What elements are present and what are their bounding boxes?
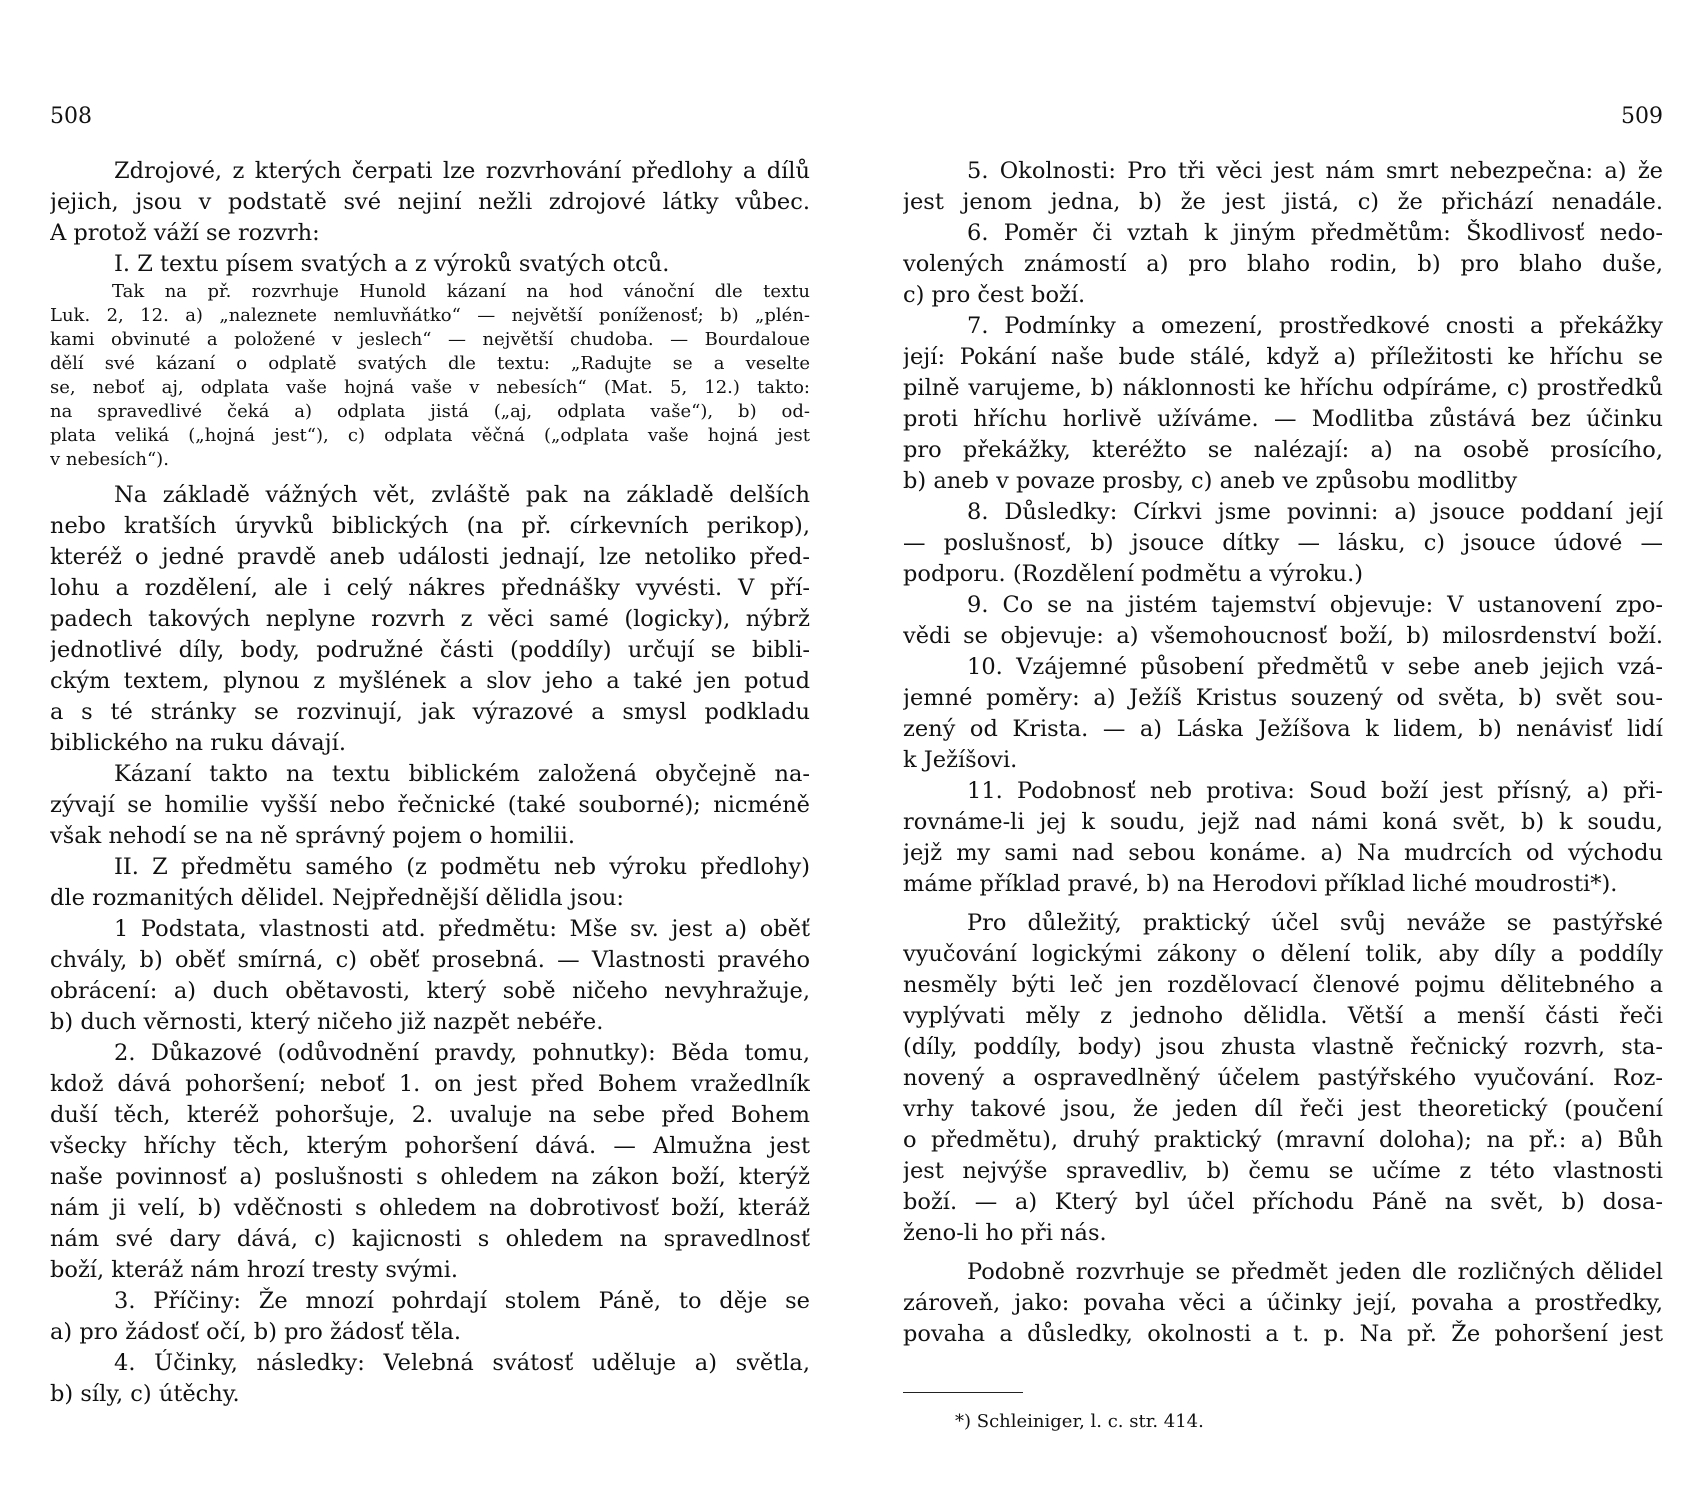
text-line: k Ježíšovi.: [903, 747, 1018, 773]
example-block: [50, 280, 810, 472]
left-page: [50, 0, 810, 1501]
text-line: jemné poměry: a) Ježíš Kristus souzený od světa, b) svět sou-: [903, 685, 1663, 711]
text-line: (díly, poddíly, body) jsou zhusta vlastně řečnický rozvrh, sta-: [903, 1034, 1663, 1060]
page-body: [50, 156, 810, 1410]
text-line: vyplývati měly z jednoho dělidla. Větší a menší části řeči: [903, 1003, 1663, 1029]
text-line: o předmětu), druhý praktický (mravní doloha); na př.: a) Bůh: [903, 1127, 1663, 1153]
text-line: b) duch věrnosti, který ničeho již nazpět nebéře.: [50, 1009, 604, 1035]
text-line: 9. Co se na jistém tajemství objevuje: V ustanovení zpo-: [967, 592, 1663, 618]
text-line: její: Pokání naše bude stálé, když a) příležitosti ke hříchu se: [903, 344, 1663, 370]
text-line: 7. Podmínky a omezení, prostředkové cnosti a překážky: [967, 313, 1663, 339]
page-number: 508: [50, 104, 92, 129]
text-line: boží. — a) Který byl účel příchodu Páně na svět, b) dosa-: [903, 1189, 1663, 1215]
text-line: vrhy takové jsou, že jeden díl řeči jest theoretický (poučení: [903, 1096, 1663, 1122]
text-line: volených známostí a) pro blaho rodin, b) pro blaho duše,: [903, 251, 1663, 277]
text-line: Kázaní takto na textu biblickém založená obyčejně na-: [114, 761, 810, 787]
text-line: plata veliká („hojná jest“), c) odplata věčná („odplata vaše hojná jest: [50, 425, 810, 446]
text-line: zývají se homilie vyšší nebo řečnické (také souborné); nicméně: [50, 792, 810, 818]
section-heading: I. Z textu písem svatých a z výroků svatých otců.: [114, 251, 670, 277]
text-line: 11. Podobnosť neb protiva: Soud boží jest přísný, a) při-: [967, 778, 1663, 804]
text-line: ckým textem, plynou z myšlének a slov jeho a také jen potud: [50, 668, 810, 694]
text-line: biblického na ruku dávají.: [50, 730, 346, 756]
text-line: jednotlivé díly, body, podružné části (poddíly) určují se bibli-: [50, 637, 810, 663]
text-line: všecky hříchy těch, kterým pohoršení dává. — Almužna jest: [50, 1133, 810, 1159]
text-line: povaha a důsledky, okolnosti a t. p. Na př. Že pohoršení jest: [903, 1321, 1663, 1347]
footnote: *) Schleiniger, l. c. str. 414.: [955, 1411, 1204, 1432]
text-line: nám své dary dává, c) kajicnosti s ohledem na spravedlnosť: [50, 1226, 810, 1252]
text-line: však nehodí se na ně správný pojem o homilii.: [50, 823, 576, 849]
text-line: pro překážky, kteréžto se nalézají: a) na osobě prosícího,: [903, 437, 1663, 463]
text-line: A protož váží se rozvrh:: [50, 220, 320, 246]
text-line: vyučování logickými zákony o dělení tolik, aby díly a poddíly: [903, 941, 1663, 967]
text-line: padech takových neplyne rozvrh z věci samé (logicky), nýbrž: [50, 606, 810, 632]
text-line: podporu. (Rozdělení podmětu a výroku.): [903, 561, 1364, 587]
text-line: jest jenom jedna, b) že jest jistá, c) že přichází nenadále.: [903, 189, 1663, 215]
text-line: Zdrojové, z kterých čerpati lze rozvrhování předlohy a dílů: [114, 158, 810, 184]
text-line: chvály, b) oběť smírná, c) oběť prosebná. — Vlastnosti pravého: [50, 947, 810, 973]
text-line: a) pro žádosť očí, b) pro žádosť těla.: [50, 1319, 462, 1345]
text-line: jejž my sami nad sebou konáme. a) Na mudrcích od východu: [903, 840, 1663, 866]
text-line: se, neboť aj, odplata vaše hojná vaše v nebesích“ (Mat. 5, 12.) takto:: [50, 377, 810, 398]
text-line: Na základě vážných vět, zvláště pak na základě delších: [114, 482, 810, 508]
text-line: pilně varujeme, b) náklonnosti ke hříchu odpíráme, c) prostředků: [903, 375, 1663, 401]
right-page: [903, 0, 1663, 1501]
text-line: jejich, jsou v podstatě své nejiní nežli zdrojové látky vůbec.: [50, 189, 810, 215]
text-line: jest nejvýše spravedliv, b) čemu se učíme z této vlastnosti: [903, 1158, 1663, 1184]
text-line: 8. Důsledky: Církvi jsme povinni: a) jsouce poddaní její: [967, 499, 1663, 525]
text-line: nebo kratších úryvků biblických (na př. církevních perikop),: [50, 513, 810, 539]
text-line: lohu a rozdělení, ale i celý nákres přednášky vyvésti. V pří-: [50, 575, 810, 601]
text-line: 5. Okolnosti: Pro tři věci jest nám smrt nebezpečna: a) že: [967, 158, 1663, 184]
text-line: zároveň, jako: povaha věci a účinky její, povaha a prostředky,: [903, 1290, 1663, 1316]
text-line: 1 Podstata, vlastnosti atd. předmětu: Mše sv. jest a) oběť: [114, 916, 810, 942]
text-line: duší těch, kteréž pohoršuje, 2. uvaluje na sebe před Bohem: [50, 1102, 810, 1128]
text-line: 2. Důkazové (odůvodnění pravdy, pohnutky): Běda tomu,: [114, 1040, 810, 1066]
text-line: máme příklad pravé, b) na Herodovi příklad liché moudrosti*).: [903, 871, 1618, 897]
text-line: kteréž o jedné pravdě aneb události jednají, lze netoliko před-: [50, 544, 810, 570]
text-line: Tak na př. rozvrhuje Hunold kázaní na hod vánoční dle textu: [112, 281, 810, 302]
text-line: obrácení: a) duch obětavosti, který sobě ničeho nevyhražuje,: [50, 978, 810, 1004]
text-line: — poslušnosť, b) jsouce dítky — lásku, c) jsouce údové —: [903, 530, 1663, 556]
text-line: II. Z předmětu samého (z podmětu neb výroku předlohy): [114, 854, 810, 880]
text-line: c) pro čest boží.: [903, 282, 1086, 308]
text-line: dle rozmanitých dělidel. Nejpřednější dělidla jsou:: [50, 885, 624, 911]
text-line: novený a ospravedlněný účelem pastýřského vyučování. Roz-: [903, 1065, 1663, 1091]
text-line: rovnáme-li jej k soudu, jejž nad námi koná svět, b) k soudu,: [903, 809, 1663, 835]
text-line: Podobně rozvrhuje se předmět jeden dle rozličných dělidel: [967, 1259, 1663, 1285]
text-line: 10. Vzájemné působení předmětů v sebe aneb jejich vzá-: [967, 654, 1663, 680]
page-body: [903, 156, 1663, 1350]
text-line: kami obvinuté a položené v jeslech“ — největší chudoba. — Bourdaloue: [50, 329, 810, 350]
text-line: nesměly býti leč jen rozdělovací členové pojmu dělitebného a: [903, 972, 1663, 998]
text-line: ženo-li ho při nás.: [903, 1220, 1107, 1246]
footnote-rule: [903, 1392, 1023, 1393]
text-line: zený od Krista. — a) Láska Ježíšova k lidem, b) nenávisť lidí: [903, 716, 1663, 742]
text-line: nám ji velí, b) vděčnosti s ohledem na dobrotivosť boží, kteráž: [50, 1195, 810, 1221]
text-line: boží, kteráž nám hrozí tresty svými.: [50, 1257, 459, 1283]
text-line: b) aneb v povaze prosby, c) aneb ve způsobu modlitby: [903, 468, 1518, 494]
text-line: v nebesích“).: [50, 449, 169, 470]
text-line: Luk. 2, 12. a) „naleznete nemluvňátko“ — největší poníženosť; b) „plén-: [50, 305, 810, 326]
text-line: 6. Poměr či vztah k jiným předmětům: Škodlivosť nedo-: [967, 220, 1663, 246]
text-line: 4. Účinky, následky: Velebná svátosť uděluje a) světla,: [114, 1350, 810, 1376]
text-line: 3. Příčiny: Že mnozí pohrdají stolem Páně, to děje se: [114, 1288, 810, 1314]
text-line: vědi se objevuje: a) všemohoucnosť boží, b) milosrdenství boží.: [903, 623, 1663, 649]
text-line: na spravedlivé čeká a) odplata jistá („aj, odplata vaše“), b) od-: [50, 401, 810, 422]
text-line: kdož dává pohoršení; neboť 1. on jest před Bohem vražedlník: [50, 1071, 810, 1097]
text-line: dělí své kázaní o odplatě svatých dle textu: „Radujte se a veselte: [50, 353, 810, 374]
page-number: 509: [1621, 104, 1663, 129]
text-line: Pro důležitý, praktický účel svůj neváže se pastýřské: [967, 910, 1663, 936]
text-line: proti hříchu horlivě užíváme. — Modlitba zůstává bez účinku: [903, 406, 1663, 432]
text-line: b) síly, c) útěchy.: [50, 1381, 240, 1407]
text-line: naše povinnosť a) poslušnosti s ohledem na zákon boží, kterýž: [50, 1164, 810, 1190]
text-line: a s té stránky se rozvinují, jak výrazové a smysl podkladu: [50, 699, 810, 725]
